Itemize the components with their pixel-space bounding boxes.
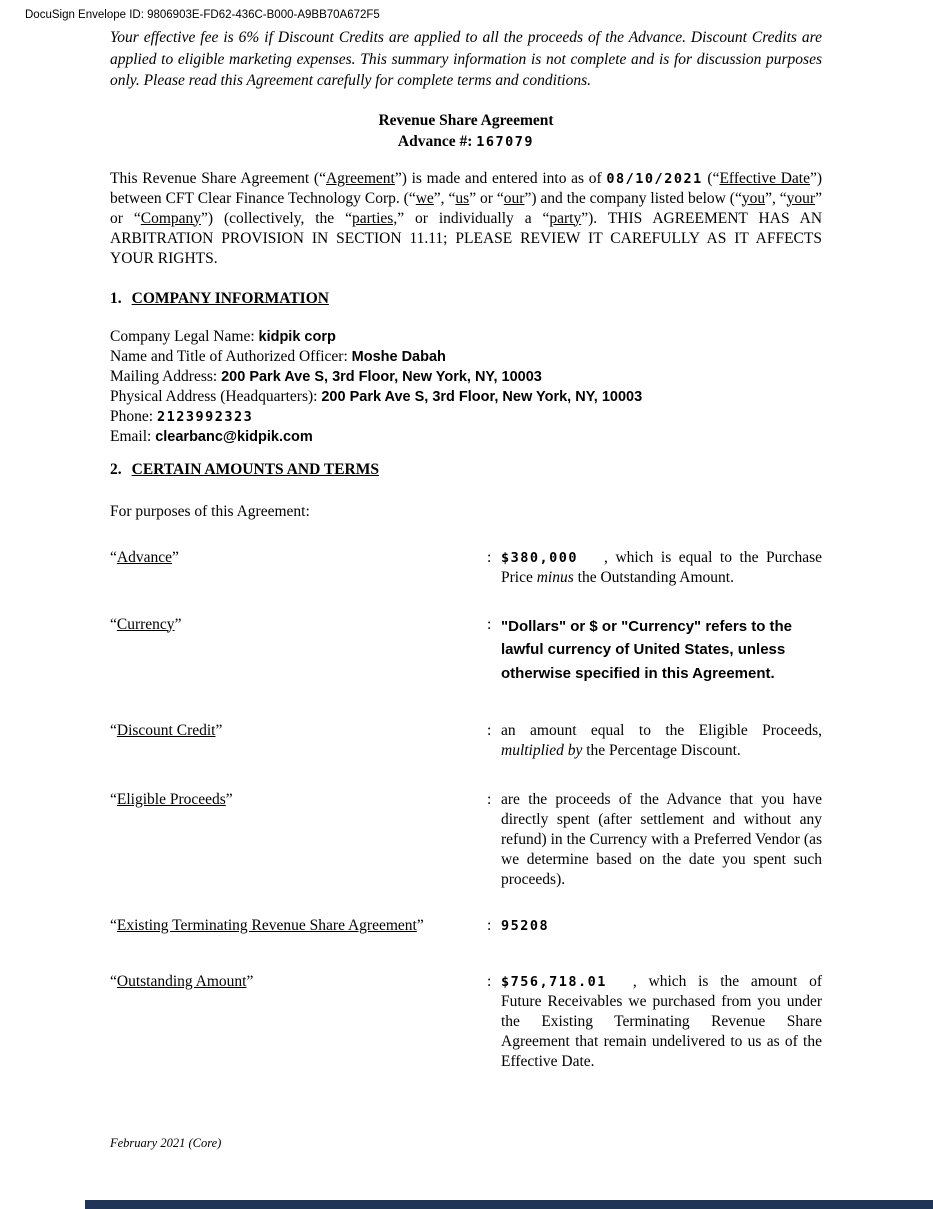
page-title: Revenue Share Agreement xyxy=(378,111,554,129)
term-name: “Currency” xyxy=(110,615,182,633)
company-info-block xyxy=(110,327,822,447)
section-1-number: 1. xyxy=(110,289,122,307)
term-colon: : xyxy=(487,791,492,808)
term-row-currency xyxy=(110,615,822,686)
section-2-title: CERTAIN AMOUNTS AND TERMS xyxy=(131,460,379,478)
section-1-title: COMPANY INFORMATION xyxy=(131,289,329,307)
intro-paragraph: Your effective fee is 6% if Discount Credits are applied to all the proceeds of the Advance. Discount Credits are applied to eligible marketing expenses. This summary information is not complete and is for discussion purposes only. Please read this Agreement carefully for complete terms and conditions. xyxy=(110,29,822,89)
docusign-envelope-id: DocuSign Envelope ID: 9806903E-FD62-436C-B000-A9BB70A672F5 xyxy=(25,9,380,21)
term-name: “Existing Terminating Revenue Share Agreement” xyxy=(110,917,424,934)
company-legal-name-line: Company Legal Name: kidpik corp xyxy=(110,327,336,345)
term-definition: $380,000 , which is equal to the Purchase Price minus the Outstanding Amount. xyxy=(501,548,822,586)
advance-number-value: 167079 xyxy=(476,133,535,150)
mailing-address-line: Mailing Address: 200 Park Ave S, 3rd Floor, New York, NY, 10003 xyxy=(110,367,542,385)
term-colon: : xyxy=(487,615,492,633)
term-definition: an amount equal to the Eligible Proceeds, multiplied by the Percentage Discount. xyxy=(501,722,822,759)
section-2-heading xyxy=(110,460,822,480)
opening-paragraph: This Revenue Share Agreement (“Agreement”) is made and entered into as of 08/10/2021 (“Effective Date”) between CFT Clear Finance Technology Corp. (“we”, “us” or “our”) and the company listed below (“you”, “your” or “Company”) (collectively, the “parties,” or individually a “party”). THIS AGREEMENT HAS AN ARBITRATION PROVISION IN SECTION 11.11; PLEASE REVIEW IT CAREFULLY AS IT AFFECTS YOUR RIGHTS. xyxy=(110,169,823,267)
term-name: “Discount Credit” xyxy=(110,722,223,739)
term-colon: : xyxy=(487,722,492,739)
term-definition: "Dollars" or $ or "Currency" refers to the lawful currency of United States, unless otherwise specified in this Agreement. xyxy=(501,617,793,682)
term-definition: $756,718.01 , which is the amount of Future Receivables we purchased from you under the Existing Terminating Revenue Share Agreement that remain undelivered to us as of the Effective Date. xyxy=(501,973,822,1070)
term-name: “Advance” xyxy=(110,548,179,566)
term-row-eligible-proceeds xyxy=(110,790,822,890)
email-line: Email: clearbanc@kidpik.com xyxy=(110,427,313,445)
section-2-number: 2. xyxy=(110,460,122,478)
term-definition: 95208 xyxy=(501,918,550,934)
section-1-heading xyxy=(110,289,822,309)
page-footer: February 2021 (Core) xyxy=(110,1136,222,1150)
term-row-existing-terminating-agreement xyxy=(110,916,822,936)
document-title-block xyxy=(110,111,822,152)
advance-number-label: Advance #: xyxy=(397,132,473,150)
authorized-officer-line: Name and Title of Authorized Officer: Moshe Dabah xyxy=(110,347,446,365)
advance-number-line xyxy=(110,132,822,152)
bottom-page-edge-bar xyxy=(85,1200,933,1209)
term-row-advance xyxy=(110,548,822,588)
term-definition: are the proceeds of the Advance that you have directly spent (after settlement and without any refund) in the Currency with a Preferred Vendor (as we determine based on the date you spent such proceeds). xyxy=(501,791,822,888)
term-colon: : xyxy=(487,548,492,566)
terms-intro: For purposes of this Agreement: xyxy=(110,502,310,520)
term-colon: : xyxy=(487,917,492,934)
term-colon: : xyxy=(487,973,492,990)
physical-address-line: Physical Address (Headquarters): 200 Park Ave S, 3rd Floor, New York, NY, 10003 xyxy=(110,387,643,405)
term-name: “Eligible Proceeds” xyxy=(110,791,233,808)
term-row-outstanding-amount xyxy=(110,972,822,1072)
term-name: “Outstanding Amount” xyxy=(110,973,254,990)
term-row-discount-credit xyxy=(110,721,822,761)
document-page xyxy=(110,27,822,1072)
phone-line: Phone: 2123992323 xyxy=(110,407,254,425)
